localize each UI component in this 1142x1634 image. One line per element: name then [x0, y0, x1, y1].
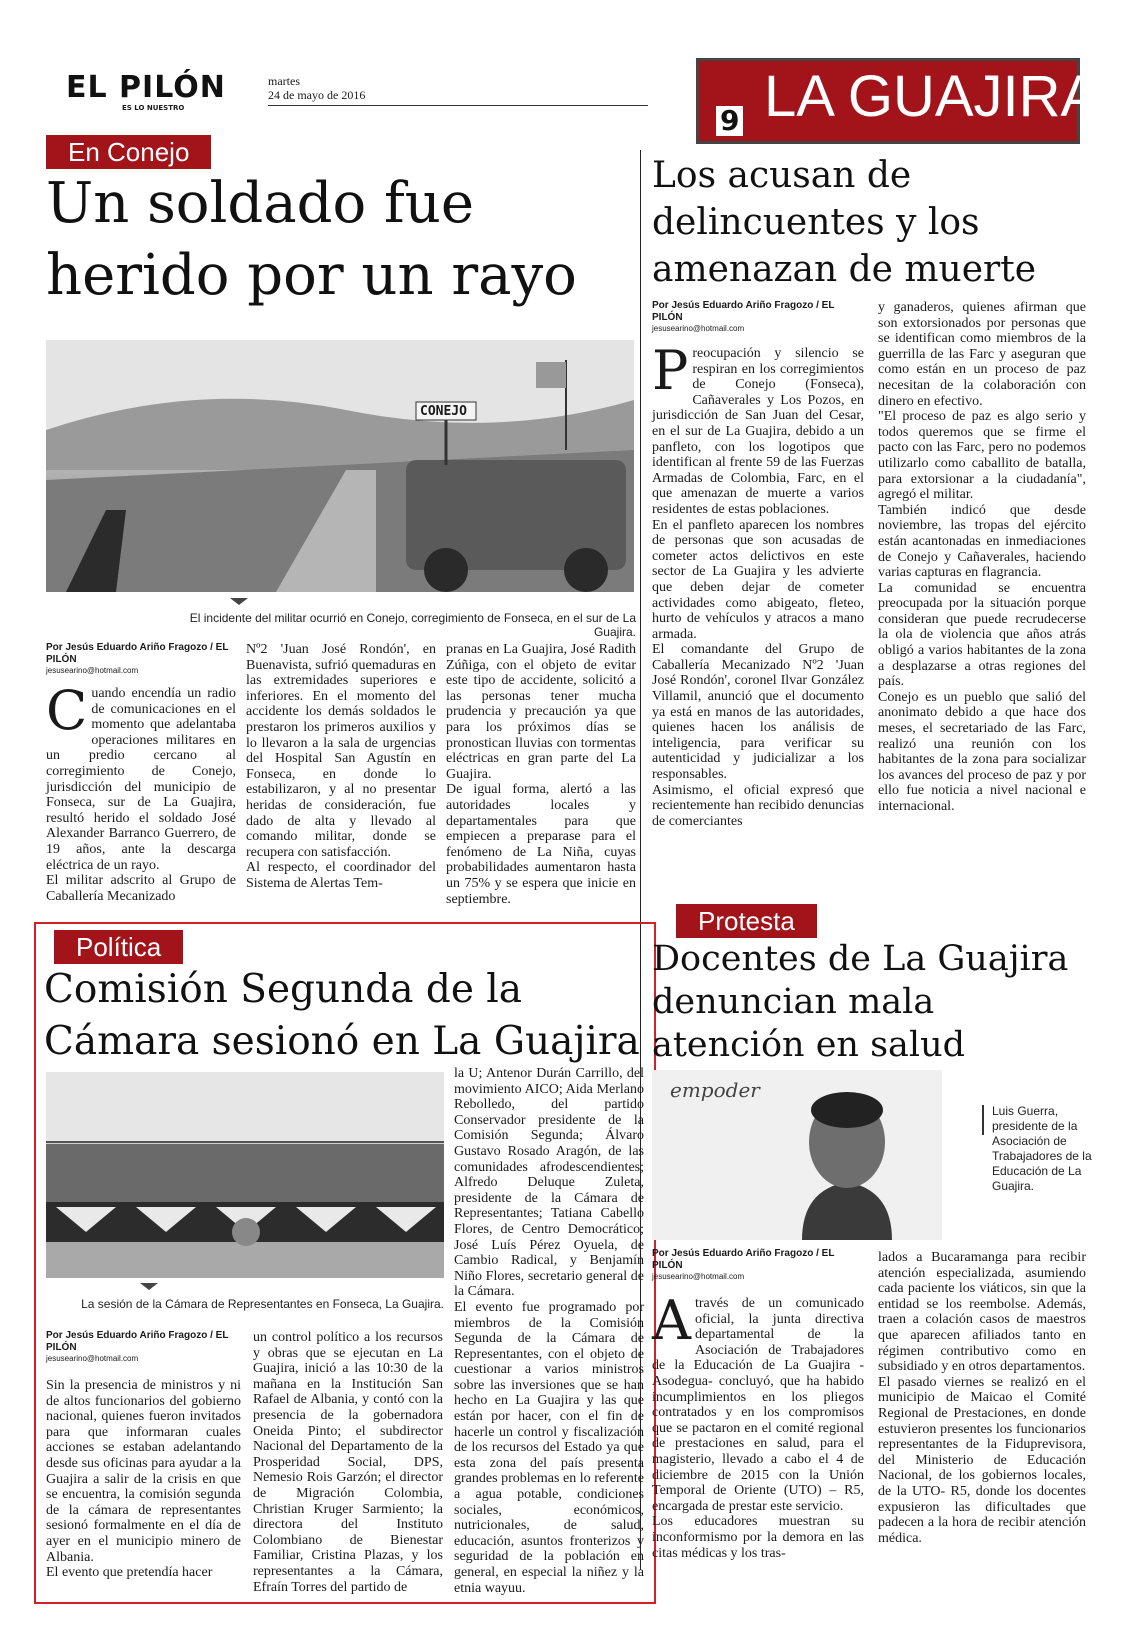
logo-text: EL PILÓN: [66, 70, 226, 105]
headline-rayo: Un soldado fue herido por un rayo: [46, 171, 577, 308]
photo-sign-text: CONEJO: [420, 404, 467, 419]
byline-comision: Por Jesús Eduardo Ariño Fragozo / EL PILÓN: [46, 1330, 229, 1353]
caption-arrow-icon: [140, 1283, 158, 1290]
body-rayo-col1: [46, 679, 236, 904]
email-rayo: jesusearino@hotmail.com: [46, 666, 139, 675]
dropcap-amenazas: P: [652, 339, 689, 402]
body-rayo-col2: Nº2 'Juan José Rondón', en Buenavista, sufrió quemaduras en las extremidades superiores e inferiores. En el momento del accidente los demás soldados le prestaron los primeros auxilios y lo llevaron a la sala de urgencias del Hospital San Agustín en Fonseca, en donde lo estabilizaron, y al no presentar heridas de consideración, fue dado de alta y llevado al comando militar, donde se recupera con satisfacción. Al respecto, el coordinador del Sistema de Alertas Tem-: [246, 642, 436, 891]
body-salud-col2: lados a Bucaramanga para recibir atención especializada, asumiendo cada paciente los viáticos, sin que la entidad se los reembolse. Además, traen a colación casos de maestros que aparecen afiliados tanto en régimen contributivo como en subsidiado y en otros departamentos. El pasado viernes se realizó en el municipio de Maicao el Comité Regional de Prestaciones, en donde estuvieron presentes los funcionarios representantes de la Fiduprevisora, del Ministerio de Educación Nacional, de los gobiernos locales, de la UTO- R5, donde los docentes expusieron las dificultades que padecen a la hora de recibir atención médica.: [878, 1250, 1086, 1546]
caption-rayo: El incidente del militar ocurrió en Conejo, corregimiento de Fonseca, en el sur de La Guajira.: [189, 611, 636, 639]
logo-tagline: ES LO NUESTRO: [122, 104, 185, 112]
newspaper-logo: [66, 72, 256, 116]
byline-block-comision: [46, 1330, 241, 1364]
body-amenazas-col1: [652, 339, 864, 829]
email-salud: jesusearino@hotmail.com: [652, 1272, 745, 1281]
caption-salud: Luis Guerra, presidente de la Asociación de Trabajadores de la Educación de La Guajira.: [992, 1104, 1092, 1193]
byline-salud: Por Jesús Eduardo Ariño Fragozo / EL PILÓN: [652, 1248, 835, 1271]
photo-background-text: empoder: [670, 1078, 760, 1102]
section-title: LA GUAJIRA: [764, 64, 1100, 129]
caption-comision: La sesión de la Cámara de Representantes en Fonseca, La Guajira.: [81, 1297, 444, 1311]
dropcap-rayo: C: [46, 679, 88, 742]
issue-date: [268, 74, 648, 106]
byline-block-salud: [652, 1248, 862, 1282]
body-comision-col1: Sin la presencia de ministros y ni de altos funcionarios del gobierno nacional, quienes fueron invitados para que informaran cuales acciones se estaban adelantando desde sus oficinas para ayudar a la Guajira a salir de la crisis en que se encuentra, la comisión segunda de la cámara de representantes sesionó formalmente en el día de ayer en el municipio minero de Albania. El evento que pretendía hacer: [46, 1378, 241, 1581]
body-salud-col1: [652, 1289, 864, 1561]
caption-arrow-icon: [230, 598, 248, 605]
byline-rayo: Por Jesús Eduardo Ariño Fragozo / EL PILÓN: [46, 642, 229, 665]
body-rayo-col3: pranas en La Guajira, José Radith Zúñiga, con el objeto de evitar este tipo de accidente, solicitó a las personas tener mucha prudencia y precaución ya que para los próximos días se pronostican lluvias con tormentas eléctricas en gran parte del La Guajira. De igual forma, alertó a las autoridades locales y departamentales para que empiecen a preparase para el fenómeno de La Niña, cuyas probabilidades aumentaron hasta un 75% y se espera que inicie en septiembre.: [446, 642, 636, 907]
body-amenazas-col2: y ganaderos, quienes afirman que son extorsionados por personas que se identifican como miembros de la guerrilla de las Farc y aseguran que como están en un proceso de paz necesitan de la colaboración con dinero en efectivo. "El proceso de paz es algo serio y todos queremos que se firme el pacto con las Farc, pero no podemos utilizarlo como caballito de batalla, para extorsionar a la ciudadanía", agregó el militar. También indicó que desde noviembre, las tropas del ejército están acantonadas en inmediaciones de Conejo y Cañaverales, haciendo varias capturas en flagrancia. La comunidad se encuentra preocupada por la situación porque consideran que puede recrudecerse la ola de violencia que años atrás obligó a varios habitantes de la zona a desplazarse a otras regiones del país. Conejo es un pueblo que salió del anonimato debido a que hace dos meses, el secretariado de las Farc, realizó una reunión con los habitantes de la zona para socializar los avances del proceso de paz y por ello fue noticia a nivel nacional e internacional.: [878, 300, 1086, 814]
issue-day: martes: [268, 74, 300, 88]
kicker-politica: Política: [54, 930, 183, 964]
headline-amenazas: Los acusan de delincuentes y los amenazan de muerte: [652, 155, 1037, 290]
dropcap-salud: A: [652, 1289, 691, 1352]
caption-marker: [982, 1105, 984, 1135]
email-comision: jesusearino@hotmail.com: [46, 1354, 139, 1363]
body-comision-col-right: la U; Antenor Durán Carrillo, del movimiento AICO; Aida Merlano Rebolledo, del partido Conservador presidente de la Comisión Segunda; Álvaro Gustavo Rosado Aragón, de las comunidades afrodescendientes; Alfredo Deluque Zuleta, presidente de la Cámara de Representantes; Tatiana Cabello Flores, de Centro Democrático; José Luís Pérez Oyuela, de Cambio Radical, y Benjamín Niño Flores, secretario general de la Cámara. El evento fue programado por miembros de la Comisión Segunda de la Cámara de Representantes, con el objeto de cuestionar a varios ministros sobre las inversiones que se han hecho en La Guajira y las que están por hacer, con el fin de hacerle un control y fiscalización de los recursos del Estado ya que esta zona del país presenta grandes problemas en lo referente a agua potable, condiciones sociales, económicos, nutricionales, de salud, educación, asuntos fronterizos y seguridad de la población en general, en especial la niñez y la etnia wayuu.: [454, 1066, 644, 1596]
issue-date-text: 24 de mayo de 2016: [268, 88, 366, 102]
email-amenazas: jesusearino@hotmail.com: [652, 324, 745, 333]
kicker-en-conejo: En Conejo: [46, 135, 211, 169]
headline-comision: Comisión Segunda de la Cámara sesionó en La Guajira: [44, 967, 640, 1064]
byline-amenazas: Por Jesús Eduardo Ariño Fragozo / EL PILÓN: [652, 300, 835, 323]
photo-conejo-road: [46, 340, 634, 592]
byline-block-amenazas: [652, 300, 862, 334]
page-number: 9: [716, 106, 743, 136]
text-amenazas-col1: reocupación y silencio se respiran en los corregimientos de Conejo (Fonseca), Cañaverales y Los Pozos, en jurisdicción de San Juan del Cesar, en el sur de La Guajira, debido a un panfleto, con los logotipos que identifican al frente 59 de las Fuerzas Armadas de Colombia, Farc, en el que amenazan de muerte a varios residentes de estas poblaciones. En el panfleto aparecen los nombres de personas que son acusadas de cometer actos delictivos en este sector de La Guajira y les advierte que deben dejar de cometer actividades como abigeato, fleteo, hurto de vehículos y atracos a mano armada. El comandante del Grupo de Caballería Mecanizado Nº2 'Juan José Rondón', coronel Ilvar González Villamil, anunció que el documento ya está en manos de las autoridades, quienes hacen los análisis de inteligencia, para verificar su autenticidad y judicializar a los responsables. Asimismo, el oficial expresó que recientemente han recibido denuncias de comerciantes: [652, 346, 864, 829]
photo-sesion-camara: [46, 1072, 444, 1278]
text-rayo-col1: uando encendía un radio de comunicaciones en el momento que adelantaba operaciones militares en un predio cercano al corregimiento de Conejo, jurisdicción del municipio de Fonseca, sur de La Guajira, resultó herido el soldado José Alexander Barranco Guerrero, de 19 años, ante la descarga eléctrica de un rayo. El militar adscrito al Grupo de Caballería Mecanizado: [46, 686, 236, 904]
headline-salud: Docentes de La Guajira denuncian mala atención en salud: [652, 939, 1069, 1065]
kicker-protesta: Protesta: [676, 904, 817, 938]
byline-block-rayo: [46, 642, 236, 676]
body-comision-col2: un control político a los recursos y obras que se ejecutan en La Guajira, inició a las 10:30 de la mañana en la Institución San Rafael de Albania, y contó con la presencia de la gobernadora Oneida Pinto; el subdirector Nacional del Departamento de la Prosperidad Social, DPS, Nemesio Rois Garzón; el director de Migración Colombia, Christian Kruger Sarmiento; la directora del Instituto Colombiano de Bienestar Familiar, Cristina Plazas, y los representantes a la Cámara, Efraín Torres del partido de: [253, 1330, 443, 1595]
text-salud-col1: través de un comunicado oficial, la junta directiva departamental de la Asociación de Trabajadores de la Educación de La Guajira -Asodegua- concluyó, que ha habido incumplimientos en los pliegos contratados y en los compromisos que se pactaron en el comité regional de prestaciones en salud, para el magisterio, llevado a cabo el 4 de diciembre de 2015 con la Unión Temporal de Oriente (UTO) – R5, encargada de prestar este servicio. Los educadores muestran su inconformismo por la demora en las citas médicas y los tras-: [652, 1296, 864, 1561]
photo-luis-guerra: [652, 1070, 942, 1240]
